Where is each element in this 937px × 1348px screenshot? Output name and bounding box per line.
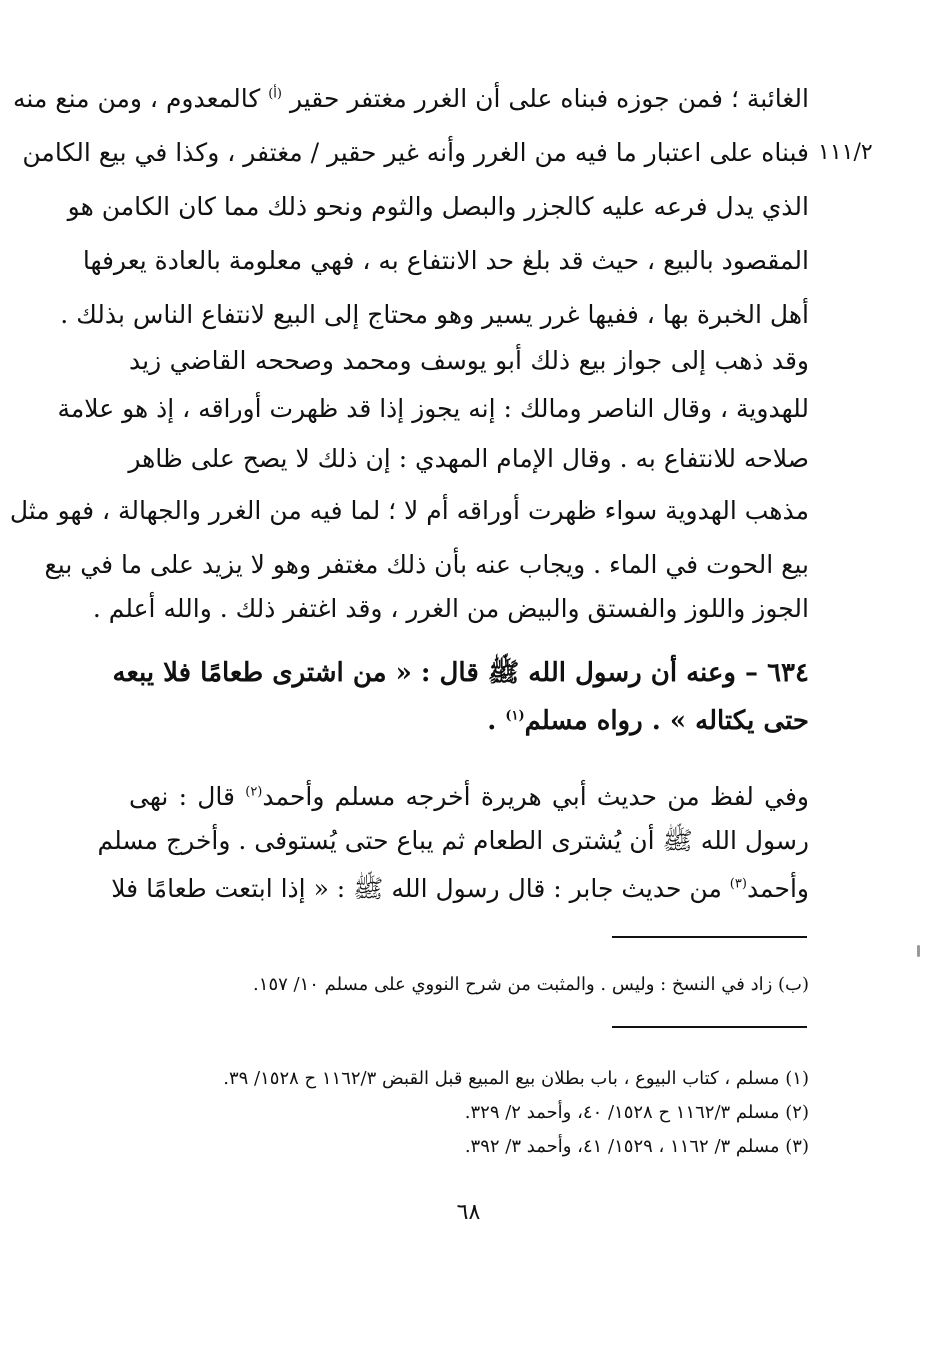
text-line: بيع الحوت في الماء . ويجاب عنه بأن ذلك مغتفر وهو لا يزيد على ما في بيع xyxy=(44,550,809,579)
footnote: (١) مسلم ، كتاب البيوع ، باب بطلان بيع المبيع قبل القبض ١١٦٢/٣ ح ١٥٢٨/ ٣٩. xyxy=(223,1068,809,1089)
hadith-line: ٦٣٤ – وعنه أن رسول الله ﷺ قال : « من اشترى طعامًا فلا يبعه xyxy=(112,658,809,688)
text-line: الذي يدل فرعه عليه كالجزر والبصل والثوم ونحو ذلك مما كان الكامن هو xyxy=(67,192,809,221)
footnote: (٣) مسلم ٣/ ١١٦٢ ، ١٥٢٩/ ٤١، وأحمد ٣/ ٣٩٢. xyxy=(464,1136,809,1157)
text-line: مذهب الهدوية سواء ظهرت أوراقه أم لا ؛ لما فيه من الغرر والجهالة ، فهو مثل xyxy=(9,496,809,525)
scan-speck xyxy=(917,945,920,957)
text-line: وقد ذهب إلى جواز بيع ذلك أبو يوسف ومحمد وصححه القاضي زيد xyxy=(129,346,809,375)
text-line xyxy=(13,72,809,126)
text-line: صلاحه للانتفاع به . وقال الإمام المهدي : إن ذلك لا يصح على ظاهر xyxy=(128,444,809,473)
line-text: حتى يكتاله » . رواه مسلم xyxy=(524,706,809,736)
text-line: رسول الله ﷺ أن يُشترى الطعام ثم يباع حتى يُستوفى . وأخرج مسلم xyxy=(97,826,809,855)
hadith-line xyxy=(129,694,809,748)
margin-page-reference: ١١١/٢ xyxy=(818,140,873,165)
line-text: . xyxy=(487,706,497,736)
footnote-separator xyxy=(612,1026,807,1028)
line-text: قال : نهى xyxy=(129,782,235,811)
footnote: (٢) مسلم ١١٦٢/٣ ح ١٥٢٨/ ٤٠، وأحمد ٢/ ٣٢٩. xyxy=(464,1102,809,1123)
page-number: ٦٨ xyxy=(456,1200,481,1225)
text-line: المقصود بالبيع ، حيث قد بلغ حد الانتفاع به ، فهي معلومة بالعادة يعرفها xyxy=(82,246,809,275)
line-text: وفي لفظ من حديث أبي هريرة أخرجه مسلم وأحمد xyxy=(262,782,809,811)
superscript-marker: (١) xyxy=(505,708,525,724)
text-line: للهدوية ، وقال الناصر ومالك : إنه يجوز إذا قد ظهرت أوراقه ، إذ هو علامة xyxy=(57,394,809,423)
superscript-marker: (٣) xyxy=(729,876,747,892)
line-text: كالمعدوم ، ومن منع منه xyxy=(13,84,261,113)
superscript-marker: (٢) xyxy=(245,784,263,800)
superscript-marker: (أ) xyxy=(268,86,282,102)
line-text: من حديث جابر : قال رسول الله ﷺ : « إذا ابتعت طعامًا فلا xyxy=(111,874,722,903)
text-line xyxy=(111,862,809,916)
text-line: أهل الخبرة بها ، ففيها غرر يسير وهو محتاج إلى البيع لانتفاع الناس بذلك . xyxy=(60,300,809,329)
footnote-separator xyxy=(612,936,807,938)
text-line: فبناه على اعتبار ما فيه من الغرر وأنه غير حقير / مغتفر ، وكذا في بيع الكامن xyxy=(22,138,809,167)
text-line: الجوز واللوز والفستق والبيض من الغرر ، وقد اغتفر ذلك . والله أعلم . xyxy=(92,594,809,623)
line-text: وأحمد xyxy=(746,874,809,903)
variant-footnote: (ب) زاد في النسخ : وليس . والمثبت من شرح النووي على مسلم ١٠/ ١٥٧. xyxy=(253,974,809,995)
line-text: الغائبة ؛ فمن جوزه فبناه على أن الغرر مغتفر حقير xyxy=(289,84,809,113)
